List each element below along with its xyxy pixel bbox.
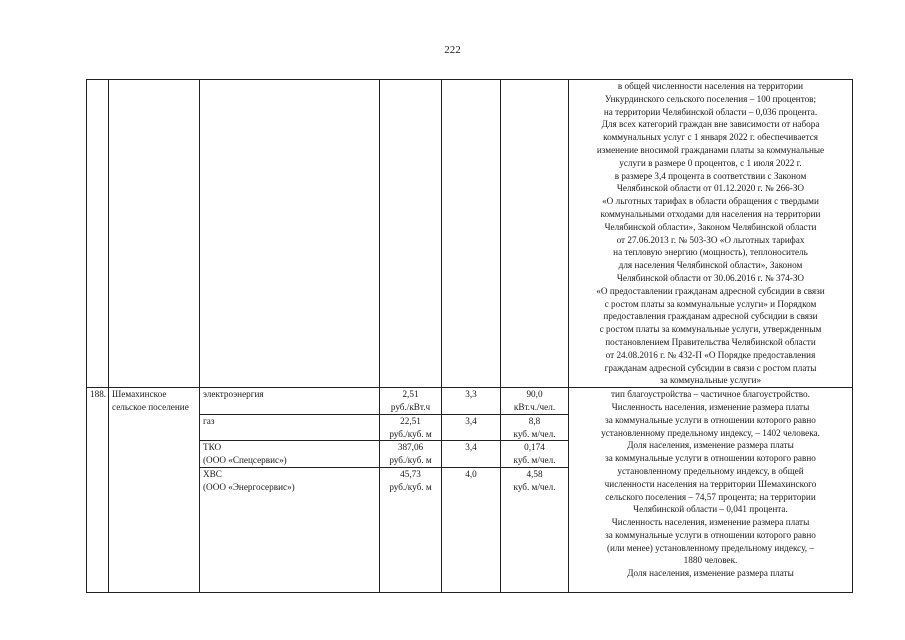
text-line: «О предоставлении гражданам адресной субсидии в связи xyxy=(596,285,825,296)
text-line: Челябинской области – 0,041 процента. xyxy=(633,504,788,515)
index-electricity: 3,3 xyxy=(442,388,501,415)
volume-gas xyxy=(501,414,569,441)
text-line: в размере 3,4 процента в соответствии с Законом xyxy=(614,170,807,181)
text-line: Доля населения, изменение размера платы xyxy=(627,568,794,579)
text-line: кВт.ч./чел. xyxy=(513,401,556,412)
text-line: тип благоустройства – частичное благоустройство. xyxy=(611,389,810,400)
text-line: руб./куб. м xyxy=(389,481,432,492)
text-line: коммунальных услуг с 1 января 2022 г. обеспечивается xyxy=(603,132,818,143)
text-line: 1880 человек. xyxy=(683,555,738,566)
tariff-gas xyxy=(380,414,442,441)
text-line: 22,51 xyxy=(400,415,421,426)
volume-electricity xyxy=(501,388,569,415)
text-line: руб./кВт.ч xyxy=(390,401,431,412)
text-line: ТКО xyxy=(203,442,222,453)
text-line: постановлением Правительства Челябинской области xyxy=(605,336,816,347)
text-line: изменение вносимой гражданами платы за коммунальные xyxy=(596,144,825,155)
index-gas: 3,4 xyxy=(442,414,501,441)
text-line: гражданам адресной субсидии в связи с ростом платы xyxy=(604,362,817,373)
text-line: Численность населения, изменение размера платы xyxy=(611,517,810,528)
cell-empty-settlement xyxy=(109,80,200,388)
text-line: Челябинской области от 01.12.2020 г. № 266-ЗО xyxy=(616,183,805,194)
cell-empty-tariff xyxy=(380,80,442,388)
tariff-electricity xyxy=(380,388,442,415)
row-188-description-cell xyxy=(569,388,853,593)
text-line: 8,8 xyxy=(528,415,541,426)
text-line: установленному предельному индексу, – 1402 человека. xyxy=(601,427,820,438)
text-line: 2,51 xyxy=(402,389,419,400)
text-line: с ростом платы за коммунальные услуги» и Порядком xyxy=(604,298,817,309)
index-hvs: 4,0 xyxy=(442,467,501,592)
text-line: Шемахинское xyxy=(112,389,167,400)
text-line: куб. м/чел. xyxy=(513,428,556,439)
tariff-hvs xyxy=(380,467,442,592)
service-name-electricity xyxy=(200,388,380,415)
page-number: 222 xyxy=(444,44,461,56)
text-line: сельского поселения – 74,57 процента; на территории xyxy=(605,491,816,502)
row-number: 188. xyxy=(87,388,109,593)
cell-empty-service xyxy=(200,80,380,388)
text-line: Для всех категорий граждан вне зависимости от набора xyxy=(601,119,820,130)
text-line: 90,0 xyxy=(526,389,543,400)
text-line: руб./куб. м xyxy=(389,428,432,439)
table-row-188 xyxy=(87,388,853,415)
text-line: 4,58 xyxy=(526,468,543,479)
text-line: услуги в размере 0 процентов, с 1 июля 2022 г. xyxy=(619,157,802,168)
text-line: руб./куб. м xyxy=(389,455,432,466)
text-line: ХВС xyxy=(203,468,222,479)
text-line: на территории Челябинской области – 0,036 процента. xyxy=(603,106,818,117)
text-line: газ xyxy=(203,415,215,426)
tariff-table xyxy=(86,79,853,593)
text-line: электроэнергия xyxy=(203,389,264,400)
cell-empty-number xyxy=(87,80,109,388)
service-name-gas xyxy=(200,414,380,441)
text-line: коммунальными отходами для населения на территории xyxy=(600,208,821,219)
text-line: (или менее) установленному предельному индексу, – xyxy=(607,542,814,553)
index-tko: 3,4 xyxy=(442,441,501,468)
text-line: за коммунальные услуги в отношении которого равно xyxy=(605,414,816,425)
text-line: «О льготных тарифах в области обращения с твердыми xyxy=(602,196,819,207)
text-line: Челябинской области», Законом Челябинской области xyxy=(604,221,817,232)
volume-tko xyxy=(501,441,569,468)
text-line: за коммунальные услуги» xyxy=(659,375,762,386)
text-line: с ростом платы за коммунальные услуги, утвержденным xyxy=(599,324,822,335)
table-row-continuation xyxy=(87,80,853,388)
text-line: Численность населения, изменение размера платы xyxy=(611,401,810,412)
text-line: 387,06 xyxy=(397,442,424,453)
tariff-tko xyxy=(380,441,442,468)
text-line: сельское поселение xyxy=(112,401,189,412)
text-line: Челябинской области от 30.06.2016 г. № 374-ЗО xyxy=(616,272,805,283)
text-line: (ООО «Спецсервис») xyxy=(203,455,287,466)
text-line: куб. м/чел. xyxy=(513,455,556,466)
text-line: куб. м/чел. xyxy=(513,481,556,492)
text-line: численности населения на территории Шемахинского xyxy=(604,478,817,489)
text-line: для населения Челябинской области», Законом xyxy=(618,260,803,271)
continuation-description-cell xyxy=(569,80,853,388)
cell-empty-volume xyxy=(501,80,569,388)
text-line: установленному предельному индексу, в общей xyxy=(617,465,804,476)
text-line: на тепловую энергию (мощность), теплоноситель xyxy=(613,247,808,258)
text-line: 45,73 xyxy=(400,468,421,479)
volume-hvs xyxy=(501,467,569,592)
text-line: Доля населения, изменение размера платы xyxy=(627,440,794,451)
text-line: 0,174 xyxy=(524,442,545,453)
cell-empty-index xyxy=(442,80,501,388)
service-name-hvs xyxy=(200,467,380,592)
text-line: от 27.06.2013 г. № 503-ЗО «О льготных тарифах xyxy=(616,234,805,245)
text-line: от 24.08.2016 г. № 432-П «О Порядке предоставления xyxy=(605,349,816,360)
text-line: Ункурдинского сельского поселения – 100 процентов; xyxy=(604,93,817,104)
text-line: за коммунальные услуги в отношении которого равно xyxy=(605,529,816,540)
settlement-name xyxy=(109,388,200,593)
text-line: (ООО «Энергосервис») xyxy=(203,481,295,492)
text-line: в общей численности населения на территории xyxy=(617,81,804,91)
service-name-tko xyxy=(200,441,380,468)
text-line: за коммунальные услуги в отношении которого равно xyxy=(605,453,816,464)
text-line: предоставления гражданам адресной субсидии в связи xyxy=(603,311,818,322)
